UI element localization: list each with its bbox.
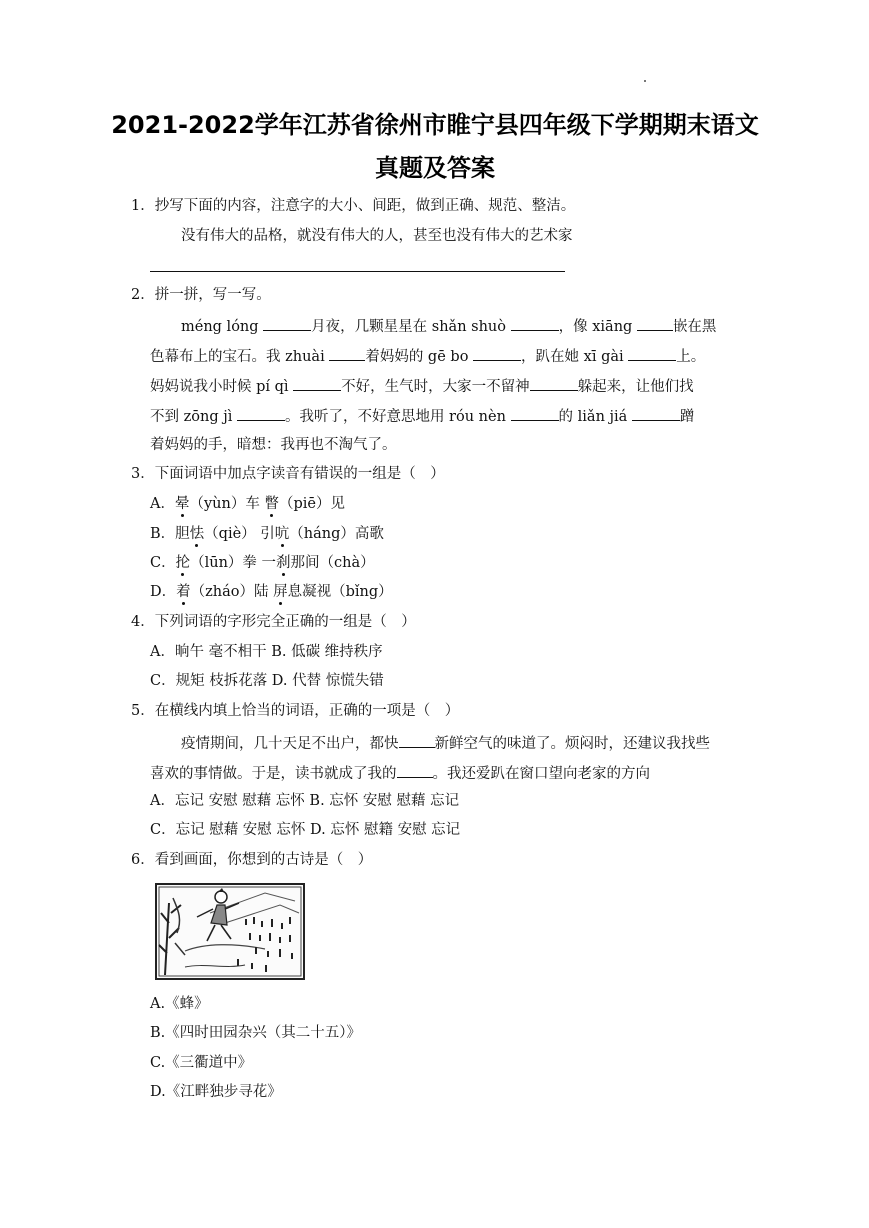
q2-line-2 <box>150 345 705 367</box>
q6-option-b[interactable]: B.《四时田园杂兴（其二十五）》 <box>150 1025 362 1041</box>
option-text: D． <box>150 584 177 600</box>
option-text: 那间（chà） <box>290 555 375 571</box>
answer-blank[interactable] <box>397 762 433 778</box>
q2-text: 。我听了，不好意思地用 róu nèn <box>284 409 511 425</box>
page-title-line1: 2021-2022学年江苏省徐州市睢宁县四年级下学期期末语文 <box>111 111 759 139</box>
q2-line-4 <box>150 405 694 427</box>
dotted-char: 晕 <box>174 496 190 512</box>
q6-option-c[interactable]: C.《三衢道中》 <box>150 1055 253 1071</box>
q2-text: 月夜，几颗星星在 shǎn shuò <box>311 319 511 335</box>
q2-line-3 <box>150 375 694 397</box>
option-text: （piē）见 <box>278 496 345 512</box>
dotted-char: 着 <box>176 584 191 600</box>
option-text: （zháo）陆 <box>190 584 274 600</box>
q6-sketch-illustration <box>155 883 305 980</box>
q3-option-c[interactable] <box>150 553 375 573</box>
q2-text: 的 liǎn jiá <box>558 409 632 425</box>
q5-text: 喜欢的事情做。于是，读书就成了我的 <box>150 766 397 782</box>
q2-text: 不到 zōng jì <box>150 409 237 425</box>
page-dot <box>644 80 646 82</box>
q5-text: 。我还爱趴在窗口望向老家的方向 <box>432 766 650 782</box>
q3-option-a[interactable] <box>150 494 345 514</box>
q4-options-row-1[interactable]: A．晌午 毫不相干 B. 低碳 维持秩序 <box>150 644 383 660</box>
dotted-char: 吭 <box>274 526 290 542</box>
answer-blank[interactable] <box>293 375 341 391</box>
answer-blank[interactable] <box>632 405 680 421</box>
answer-blank[interactable] <box>628 345 676 361</box>
dotted-char: 刹 <box>276 555 291 571</box>
q1-copy-text: 没有伟大的品格，就没有伟大的人，甚至也没有伟大的艺术家 <box>181 228 573 244</box>
dotted-char: 瞥 <box>264 496 279 512</box>
answer-blank[interactable] <box>399 732 435 748</box>
q5-passage-1 <box>181 732 710 754</box>
q6-option-a[interactable]: A.《蜂》 <box>150 996 209 1012</box>
q5-options-row-1[interactable]: A．忘记 安慰 慰藉 忘怀 B. 忘怀 安慰 慰藉 忘记 <box>150 793 460 809</box>
q2-text: 蹭 <box>679 409 695 425</box>
q5-passage-2 <box>150 762 650 784</box>
option-text: B．胆 <box>150 526 190 542</box>
q4-stem: 4．下列词语的字形完全正确的一组是（ ） <box>131 614 416 630</box>
q6-stem: 6．看到画面，你想到的古诗是（ ） <box>131 852 373 868</box>
q3-stem: 3．下面词语中加点字读音有错误的一组是（ ） <box>131 466 445 482</box>
answer-blank[interactable] <box>530 375 578 391</box>
q2-line-1 <box>181 315 716 337</box>
option-text: A． <box>150 496 175 512</box>
option-text: （yùn）车 <box>189 496 265 512</box>
dotted-char: 怯 <box>189 526 205 542</box>
q2-text: 着妈妈的 gē bo <box>365 349 474 365</box>
answer-blank[interactable] <box>237 405 285 421</box>
q2-text: 不好，生气时，大家一不留神 <box>341 379 530 395</box>
dotted-char: 屏 <box>273 584 288 600</box>
q2-stem: 2．拼一拼，写一写。 <box>131 287 271 303</box>
q1-stem: 1．抄写下面的内容，注意字的大小、间距，做到正确、规范、整洁。 <box>131 198 576 214</box>
q2-text: méng lóng <box>181 319 264 335</box>
dotted-char: 抡 <box>175 555 191 571</box>
page-title-line2: 真题及答案 <box>375 154 495 182</box>
option-text: （qiè） 引 <box>204 526 275 542</box>
q2-text: 嵌在黑 <box>672 319 717 335</box>
answer-blank[interactable] <box>329 345 365 361</box>
q6-option-d[interactable]: D.《江畔独步寻花》 <box>150 1084 282 1100</box>
answer-blank[interactable] <box>511 405 559 421</box>
q2-text: ，趴在她 xī gài <box>521 349 629 365</box>
answer-blank[interactable] <box>263 315 311 331</box>
option-text: （háng）高歌 <box>289 526 384 542</box>
answer-blank[interactable] <box>473 345 521 361</box>
q3-option-b[interactable] <box>150 524 384 544</box>
answer-blank[interactable] <box>511 315 559 331</box>
answer-blank[interactable] <box>637 315 673 331</box>
q2-text: 妈妈说我小时候 pí qì <box>150 379 294 395</box>
q2-text: 躲起来，让他们找 <box>577 379 694 395</box>
q5-options-row-2[interactable]: C．忘记 慰藉 安慰 忘怀 D. 忘怀 慰籍 安慰 忘记 <box>150 822 461 838</box>
option-text: 息凝视（bǐng） <box>287 584 393 600</box>
q3-option-d[interactable] <box>150 582 393 602</box>
q2-text: ，像 xiāng <box>558 319 637 335</box>
q2-line-5: 着妈妈的手，暗想：我再也不淘气了。 <box>150 437 397 453</box>
q5-text: 疫情期间，几十天足不出户，都快 <box>181 736 399 752</box>
q2-text: 上。 <box>676 349 706 365</box>
option-text: （lūn）拳 一 <box>190 555 277 571</box>
option-text: C． <box>150 555 176 571</box>
q5-text: 新鲜空气的味道了。烦闷时，还建议我找些 <box>434 736 710 752</box>
q5-stem: 5．在横线内填上恰当的词语，正确的一项是（ ） <box>131 703 460 719</box>
q1-answer-line <box>150 271 565 272</box>
q2-text: 色幕布上的宝石。我 zhuài <box>150 349 330 365</box>
q4-options-row-2[interactable]: C．规矩 枝拆花落 D. 代替 惊慌失错 <box>150 673 384 689</box>
